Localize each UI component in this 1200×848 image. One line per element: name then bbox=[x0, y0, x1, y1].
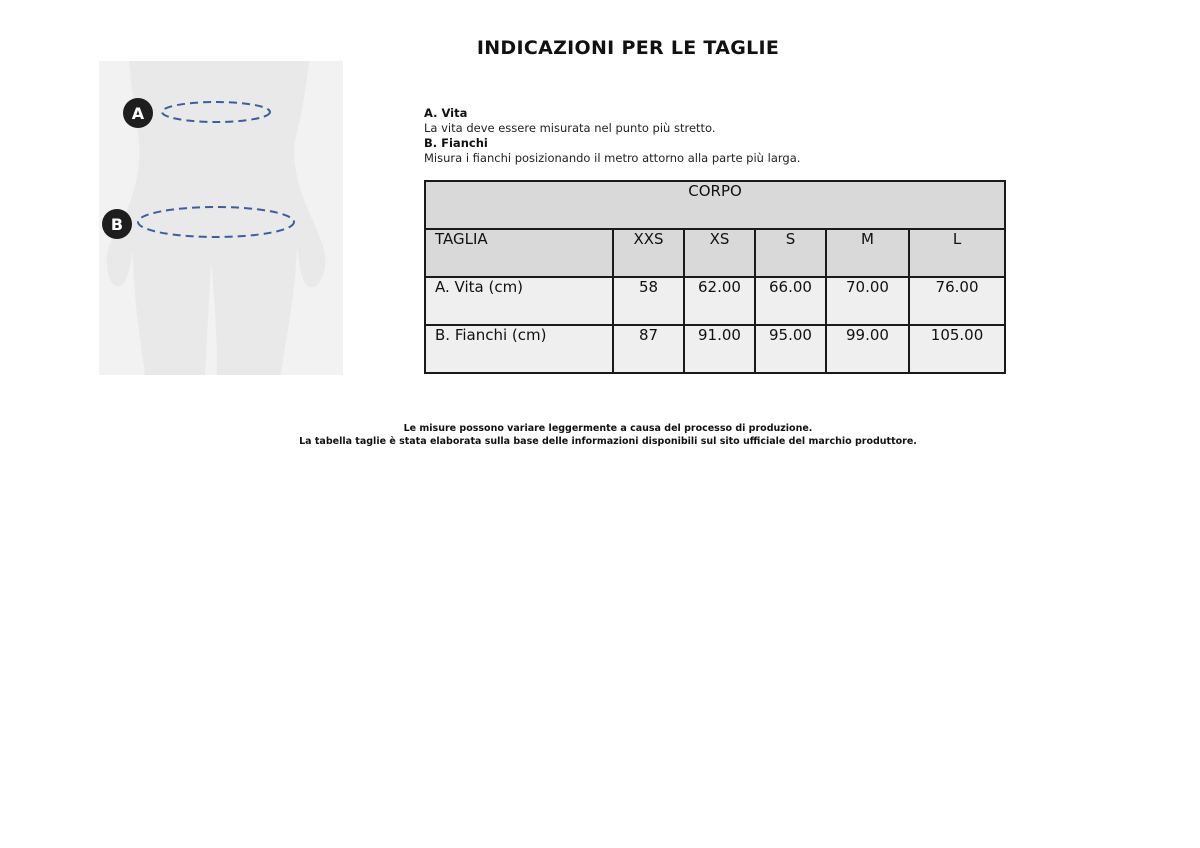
marker-a-label: A bbox=[131, 104, 145, 123]
table-cell: 105.00 bbox=[909, 325, 1005, 373]
size-l: L bbox=[909, 229, 1005, 277]
row-label-hips: B. Fianchi (cm) bbox=[425, 325, 613, 373]
waist-instruction: La vita deve essere misurata nel punto più stretto. bbox=[424, 121, 716, 135]
size-header-row bbox=[425, 229, 1005, 277]
size-xs: XS bbox=[684, 229, 755, 277]
measurement-instructions bbox=[424, 106, 800, 166]
disclaimer-line-1: Le misure possono variare leggermente a causa del processo di produzione. bbox=[403, 423, 813, 434]
size-xxs: XXS bbox=[613, 229, 684, 277]
table-cell: 66.00 bbox=[755, 277, 826, 325]
table-cell: 62.00 bbox=[684, 277, 755, 325]
table-cell: 95.00 bbox=[755, 325, 826, 373]
hips-heading: B. Fianchi bbox=[424, 136, 488, 150]
size-m: M bbox=[826, 229, 909, 277]
hips-instruction: Misura i fianchi posizionando il metro attorno alla parte più larga. bbox=[424, 151, 801, 165]
table-cell: 99.00 bbox=[826, 325, 909, 373]
size-chart-table bbox=[424, 180, 1006, 374]
table-section-header: CORPO bbox=[425, 181, 1005, 229]
waist-heading: A. Vita bbox=[424, 106, 468, 120]
body-figure-illustration bbox=[99, 61, 343, 375]
table-cell: 70.00 bbox=[826, 277, 909, 325]
table-cell: 58 bbox=[613, 277, 684, 325]
table-row-waist bbox=[425, 277, 1005, 325]
table-cell: 91.00 bbox=[684, 325, 755, 373]
size-header-label: TAGLIA bbox=[425, 229, 613, 277]
page-title: INDICAZIONI PER LE TAGLIE bbox=[476, 37, 780, 59]
disclaimer-line-2: La tabella taglie è stata elaborata sulla base delle informazioni disponibili sul sito ufficiale del marchio produttore. bbox=[299, 436, 917, 447]
marker-b-label: B bbox=[110, 215, 124, 234]
table-cell: 76.00 bbox=[909, 277, 1005, 325]
table-row-hips bbox=[425, 325, 1005, 373]
disclaimer-footer bbox=[0, 422, 1200, 448]
size-s: S bbox=[755, 229, 826, 277]
row-label-waist: A. Vita (cm) bbox=[425, 277, 613, 325]
table-cell: 87 bbox=[613, 325, 684, 373]
